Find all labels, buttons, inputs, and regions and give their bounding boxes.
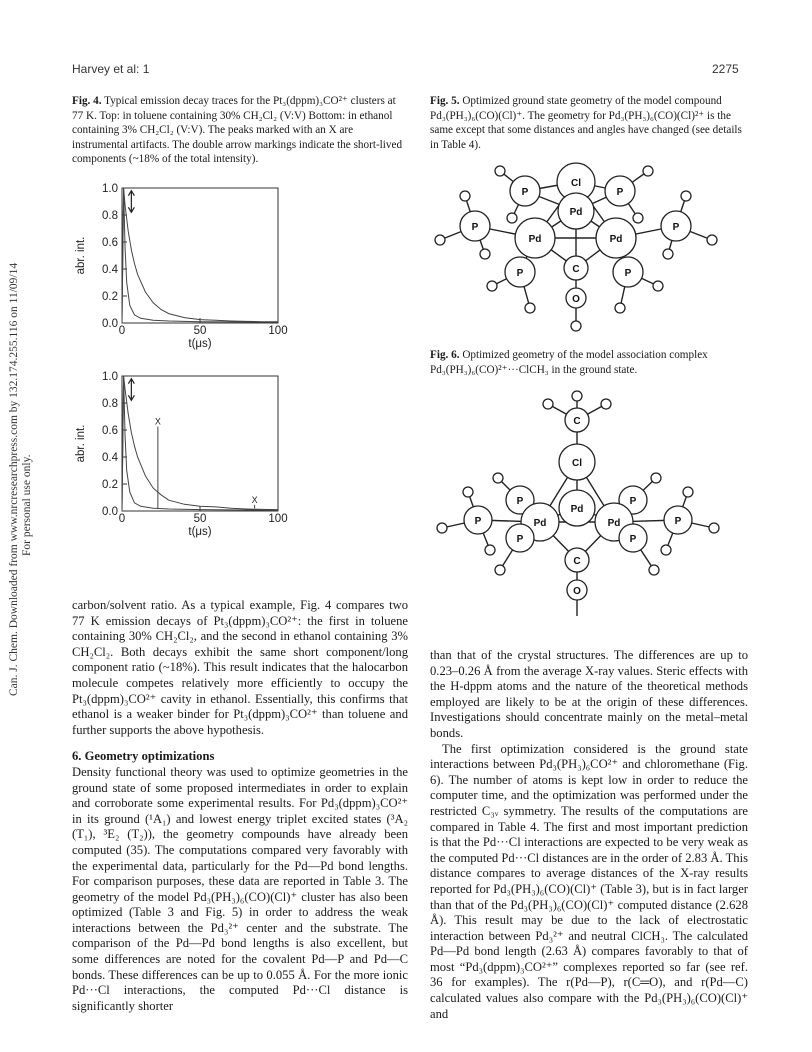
- left-paragraph-1: carbon/solvent ratio. As a typical example, Fig. 4 compares two 77 K emission decays of Pt₃(dppm)₃CO²⁺: the first in toluene containing 30% CH₂Cl₂, and the second in ethanol containing 3% CH₂Cl₂. Both decays exhibit the same short component/long component ratio (~18%). This result indicates that the halocarbon molecule competes relatively more efficiently to occupy the Pt₃(dppm)₃CO²⁺ cavity in ethanol. Essentially, this confirms that ethanol is a weaker binder for Pt₃(dppm)₃CO²⁺ than toluene and further supports the above hypothesis.: [72, 598, 408, 737]
- panel-bottom-decay-trace-1: [122, 376, 278, 511]
- panel-top-ytick-label: 0.4: [102, 264, 118, 276]
- fig6-atom-cl: Cl: [572, 458, 582, 469]
- fig6-atom-o: O: [573, 586, 581, 597]
- fig6-atom-c-methyl: C: [573, 416, 581, 427]
- fig5-caption-label: Fig. 5.: [430, 95, 460, 107]
- fig5-molecule-diagram: [430, 156, 748, 338]
- panel-bottom-ytick-label: 0.4: [102, 452, 118, 464]
- fig5-atom-pd-right: Pd: [609, 234, 623, 245]
- fig5-atom-pd-left: Pd: [528, 234, 542, 245]
- panel-bottom-xtick-label: 100: [268, 513, 288, 525]
- panel-bottom-ytick-label: 1.0: [102, 371, 118, 383]
- panel-bottom-ytick-label: 0.0: [102, 506, 118, 518]
- fig5-atom-pd-top: Pd: [569, 207, 583, 218]
- panel-top-ytick-label: 0.6: [102, 237, 118, 249]
- panel-bottom-ytick-label: 0.8: [102, 398, 118, 410]
- fig5-atom-cl: Cl: [571, 178, 581, 189]
- panel-top-ytick-label: 0.2: [102, 291, 118, 303]
- fig4-caption: [72, 94, 408, 167]
- fig5-caption: [430, 94, 748, 152]
- panel-bottom-artifact-mark: X: [154, 416, 161, 427]
- fig5-atom-p6: P: [624, 268, 632, 279]
- running-header-left: Harvey et al: 1: [72, 62, 150, 76]
- fig6-atom-p2: P: [629, 496, 637, 507]
- panel-top-y-axis-label: abr. int.: [75, 236, 87, 275]
- panel-top-x-axis-label: t(μs): [188, 338, 212, 350]
- panel-bottom-artifact-mark: X: [251, 494, 258, 505]
- panel-top-xtick-label: 50: [193, 325, 207, 337]
- panel-top-plot-frame: [122, 188, 278, 323]
- panel-top-decay-trace-2: [122, 188, 278, 323]
- download-notice-line2: For personal use only.: [21, 454, 33, 556]
- fig4-caption-label: Fig. 4.: [72, 95, 102, 107]
- download-notice: [8, 263, 34, 696]
- right-paragraph-1: than that of the crystal structures. The differences are up to 0.23–0.26 Å from the average X-ray values. Steric effects with the H-dppm atoms and the nature of the theoretical methods employed are likely to be at the origin of these differences. Investigations should concentrate mainly on the metal–metal bonds.: [430, 648, 748, 740]
- fig6-atom-pd-right: Pd: [607, 518, 621, 529]
- fig6-atom-p3: P: [474, 516, 482, 527]
- fig5-atom-p5: P: [516, 268, 524, 279]
- panel-bottom-xtick-label: 50: [193, 513, 207, 525]
- fig5-atom-p2: P: [616, 187, 624, 198]
- panel-bottom-xtick-label: 0: [118, 513, 126, 525]
- panel-bottom-ytick-label: 0.2: [102, 479, 118, 491]
- fig4-charts: [72, 180, 312, 570]
- panel-bottom-decay-trace-2: [122, 376, 278, 511]
- fig5-atom-o: O: [572, 294, 580, 305]
- fig5-atom-c: C: [572, 264, 580, 275]
- download-notice-line1: Can. J. Chem. Downloaded from www.nrcresearchpress.com by 132.174.255.116 on 11/09/14: [8, 262, 20, 696]
- fig5-caption-text: Optimized ground state geometry of the model compound Pd₃(PH₃)₆(CO)(Cl)⁺. The geometry for Pd₃(PH₃)₆(CO)(Cl)²⁺ is the same except that some distances and angles have changed (see details in Table 4).: [430, 95, 742, 151]
- fig6-caption-text: Optimized geometry of the model association complex Pd₃(PH₃)₆(CO)²⁺···ClCH₃ in the ground state.: [430, 349, 708, 376]
- left-paragraph-2: Density functional theory was used to optimize geometries in the ground state of some proposed intermediates in order to explain and corroborate some experimental results. For Pd₃(dppm)₃CO²⁺ in its ground (¹A₁) and lowest energy triplet excited states (³A₂ (T₁), ³E₂ (T₂)), the geometry compounds have already been computed (35). The computations compared very favorably with the experimental data, particularly for the Pd—Pd bond lengths. For comparison purposes, these data are reported in Table 3. The geometry of the model Pd₃(PH₃)₆(CO)(Cl)⁺ cluster has also been optimized (Table 3 and Fig. 5) in order to address the weak interactions between the Pd₃²⁺ center and the substrate. The comparison of the Pd—Pd bond lengths is also excellent, but some differences are noted for the covalent Pd—P and Pd—C bonds. These differences can be up to 0.055 Å. For the more ionic Pd···Cl interactions, the computed Pd···Cl distance is significantly shorter: [72, 764, 408, 1013]
- panel-top-ytick-label: 0.0: [102, 318, 118, 330]
- fig4-caption-text: Typical emission decay traces for the Pt₃(dppm)₃CO²⁺ clusters at 77 K. Top: in toluene containing 30% CH₂Cl₂ (V:V) Bottom: in ethanol containing 3% CH₂Cl₂ (V:V). The peaks marked with an X are instrumental artifacts. The double arrow markings indicate the short-lived components (~18% of the total intensity).: [72, 95, 403, 165]
- page-number: 2275: [712, 62, 739, 76]
- fig6-caption-label: Fig. 6.: [430, 349, 460, 361]
- panel-top-xtick-label: 100: [268, 325, 288, 337]
- fig5-atom-p3: P: [471, 222, 479, 233]
- right-paragraph-2: The first optimization considered is the ground state interactions between Pd₃(PH₃)₆CO²⁺ and chloromethane (Fig. 6). The number of atoms is kept low in order to reduce the computer time, and the optimization was performed under the restricted C₃ᵥ symmetry. The results of the computations are compared in Table 4. The first and most important prediction is that the Pd···Cl interactions are expected to be very weak as the computed Pd···Cl distances are in the order of 2.83 Å. This distance compares to average distances of the X-ray results reported for Pd₃(PH₃)₆(CO)(Cl)⁺ (Table 3), but is in fact larger than that of the Pd₃(PH₃)₆(CO)(Cl)⁺ computed distance (2.628 Å). This result may be due to the lack of electrostatic interaction between Pd₃²⁺ and neutral ClCH₃. The calculated Pd—Pd bond length (2.63 Å) compares favorably to that of most “Pd₃(dppm)₃CO²⁺” complexes reported so far (see ref. 36 for examples). The r(Pd—P), r(C═O), and r(Pd—C) calculated values also compare with the Pd₃(PH₃)₆(CO)(Cl)⁺ and: [430, 741, 748, 1021]
- panel-bottom-ytick-label: 0.6: [102, 425, 118, 437]
- panel-bottom-plot-frame: [122, 376, 278, 511]
- panel-top-xtick-label: 0: [118, 325, 126, 337]
- fig6-caption: [430, 348, 748, 377]
- right-column-text: [430, 648, 748, 1022]
- panel-top-ytick-label: 1.0: [102, 183, 118, 195]
- fig6-atom-pd-top: Pd: [570, 504, 584, 515]
- left-column-text: [72, 598, 408, 1014]
- fig6-atom-p1: P: [516, 496, 524, 507]
- fig6-molecule-diagram: [430, 390, 748, 626]
- fig6-atom-c-carbonyl: C: [573, 556, 581, 567]
- fig6-atom-p6: P: [629, 534, 637, 545]
- panel-bottom-x-axis-label: t(μs): [188, 526, 212, 538]
- fig5-atom-p1: P: [521, 187, 529, 198]
- panel-bottom-y-axis-label: abr. int.: [75, 424, 87, 463]
- fig6-atom-pd-left: Pd: [533, 518, 547, 529]
- panel-top-ytick-label: 0.8: [102, 210, 118, 222]
- fig6-atom-p4: P: [674, 516, 682, 527]
- section-heading: 6. Geometry optimizations: [72, 749, 215, 764]
- fig6-atom-p5: P: [516, 534, 524, 545]
- panel-top-decay-trace-1: [122, 188, 278, 323]
- fig5-atom-p4: P: [672, 222, 680, 233]
